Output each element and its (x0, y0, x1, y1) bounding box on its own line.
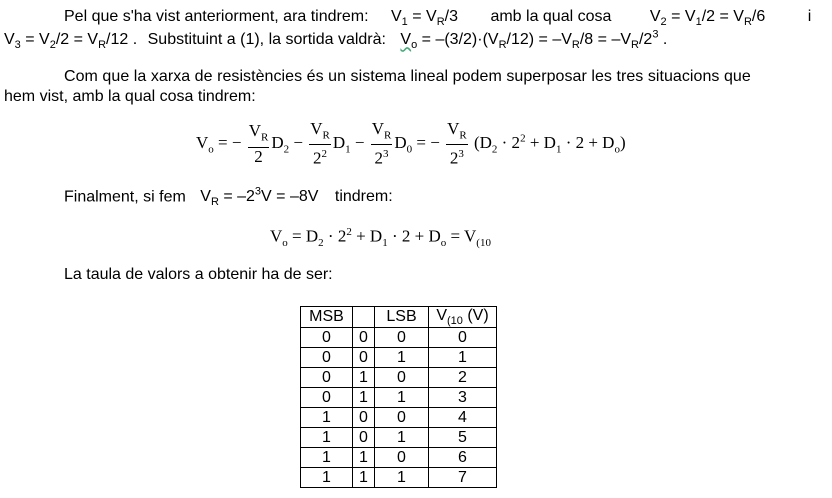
table-row (301, 348, 497, 368)
table-row (301, 408, 497, 428)
table-cell: 0 (375, 448, 429, 468)
paragraph-1-line-2 (4, 29, 667, 52)
table-row (301, 448, 497, 468)
p4-text: Finalment, si fem (64, 188, 186, 206)
table-cell: 0 (375, 368, 429, 388)
equation-superposition: $V_o$ = − $\frac{V_R}{2}$ $D_2$ − $\frac{V_R}{2^2}$ $D_1$ − $\frac{V_R}{2^3}$ $D_0$ = − $\frac{V_R}{2^3}$ $(D_2 \cdot 2^2 + D_1 \cdot 2 + D_o)$ (196, 119, 626, 169)
table-cell: 6 (429, 448, 497, 468)
substitution-text: Substituint a (1), la sortida valdrà: (147, 31, 386, 49)
table-cell: 1 (429, 348, 497, 368)
paragraph-3 (64, 186, 393, 209)
table-cell: 1 (353, 448, 375, 468)
table-cell: 1 (375, 388, 429, 408)
table-row (301, 468, 497, 488)
paragraph-2-line-2 (4, 88, 256, 106)
table-cell: 0 (353, 408, 375, 428)
table-cell: 2 (429, 368, 497, 388)
vo-result: $V_o = -(3/2)\cdot(V_R/12) = -V_R/8 = -V_R/2^3$ . (400, 29, 668, 52)
table-cell: 1 (375, 348, 429, 368)
table-cell: 0 (353, 428, 375, 448)
header-lsb: LSB (375, 307, 429, 328)
v3-expression: $V_3 = V_2/2 = V_R/12$ . (4, 31, 138, 52)
table-cell: 1 (353, 468, 375, 488)
table-cell: 5 (429, 428, 497, 448)
table-row (301, 328, 497, 348)
table-cell: 0 (375, 328, 429, 348)
table-cell: 4 (429, 408, 497, 428)
fraction-vr-2-cubed-factor: $\frac{V_R}{2^3}$ (447, 119, 467, 169)
fraction-vr-2: $\frac{V_R}{2}$ (248, 121, 269, 166)
paragraph-2-line-1 (64, 68, 751, 86)
p3-line1-text: Com que la xarxa de resistències és un sistema lineal podem superposar les tres situacions que (64, 68, 751, 85)
table-cell: 1 (301, 468, 353, 488)
p1-text: Pel que s'ha vist anteriorment, ara tindrem: (64, 8, 369, 25)
fraction-vr-2-cubed: $\frac{V_R}{2^3}$ (371, 119, 392, 169)
p3-line2-text: hem vist, amb la qual cosa tindrem: (4, 88, 256, 105)
p4-tindrem: tindrem: (334, 188, 393, 206)
table-cell: 3 (429, 388, 497, 408)
table-cell: 0 (353, 328, 375, 348)
table-row (301, 388, 497, 408)
table-cell: 0 (301, 328, 353, 348)
paragraph-4 (64, 266, 333, 284)
header-middle (353, 307, 375, 328)
fraction-vr-2-squared: $\frac{V_R}{2^2}$ (310, 119, 330, 169)
table-cell: 0 (301, 368, 353, 388)
p1-i: i (807, 8, 812, 25)
values-table (300, 306, 497, 488)
table-cell: 0 (301, 348, 353, 368)
table-cell: 7 (429, 468, 497, 488)
table-cell: 1 (301, 448, 353, 468)
table-cell: 1 (353, 388, 375, 408)
equation-result: $V_o = D_2 \cdot 2^2 + D_1 \cdot 2 + D_o = V_{(10}$ (270, 226, 491, 250)
table-cell: 1 (301, 428, 353, 448)
p5-text: La taula de valors a obtenir ha de ser: (64, 266, 333, 283)
table-cell: 0 (375, 408, 429, 428)
p1-amb: amb la qual cosa (490, 8, 612, 25)
paragraph-1-line-1 (64, 8, 811, 28)
table-row (301, 428, 497, 448)
table-cell: 1 (375, 428, 429, 448)
table-cell: 0 (353, 348, 375, 368)
v2-expression: $V_2 = V_1/2 = V_R/6$ (649, 8, 766, 29)
header-v10: $V_{(10}$ (V) (429, 307, 497, 328)
table-cell: 0 (301, 388, 353, 408)
table-cell: 1 (353, 368, 375, 388)
table-header-row (301, 307, 497, 328)
vr-value: $V_R = -2^3V = -8V$ (200, 186, 319, 209)
table-cell: 1 (301, 408, 353, 428)
v1-expression: $V_1 = V_R/3$ (390, 8, 458, 29)
header-msb: MSB (301, 307, 353, 328)
table-cell: 1 (375, 468, 429, 488)
table-cell: 0 (429, 328, 497, 348)
table-row (301, 368, 497, 388)
